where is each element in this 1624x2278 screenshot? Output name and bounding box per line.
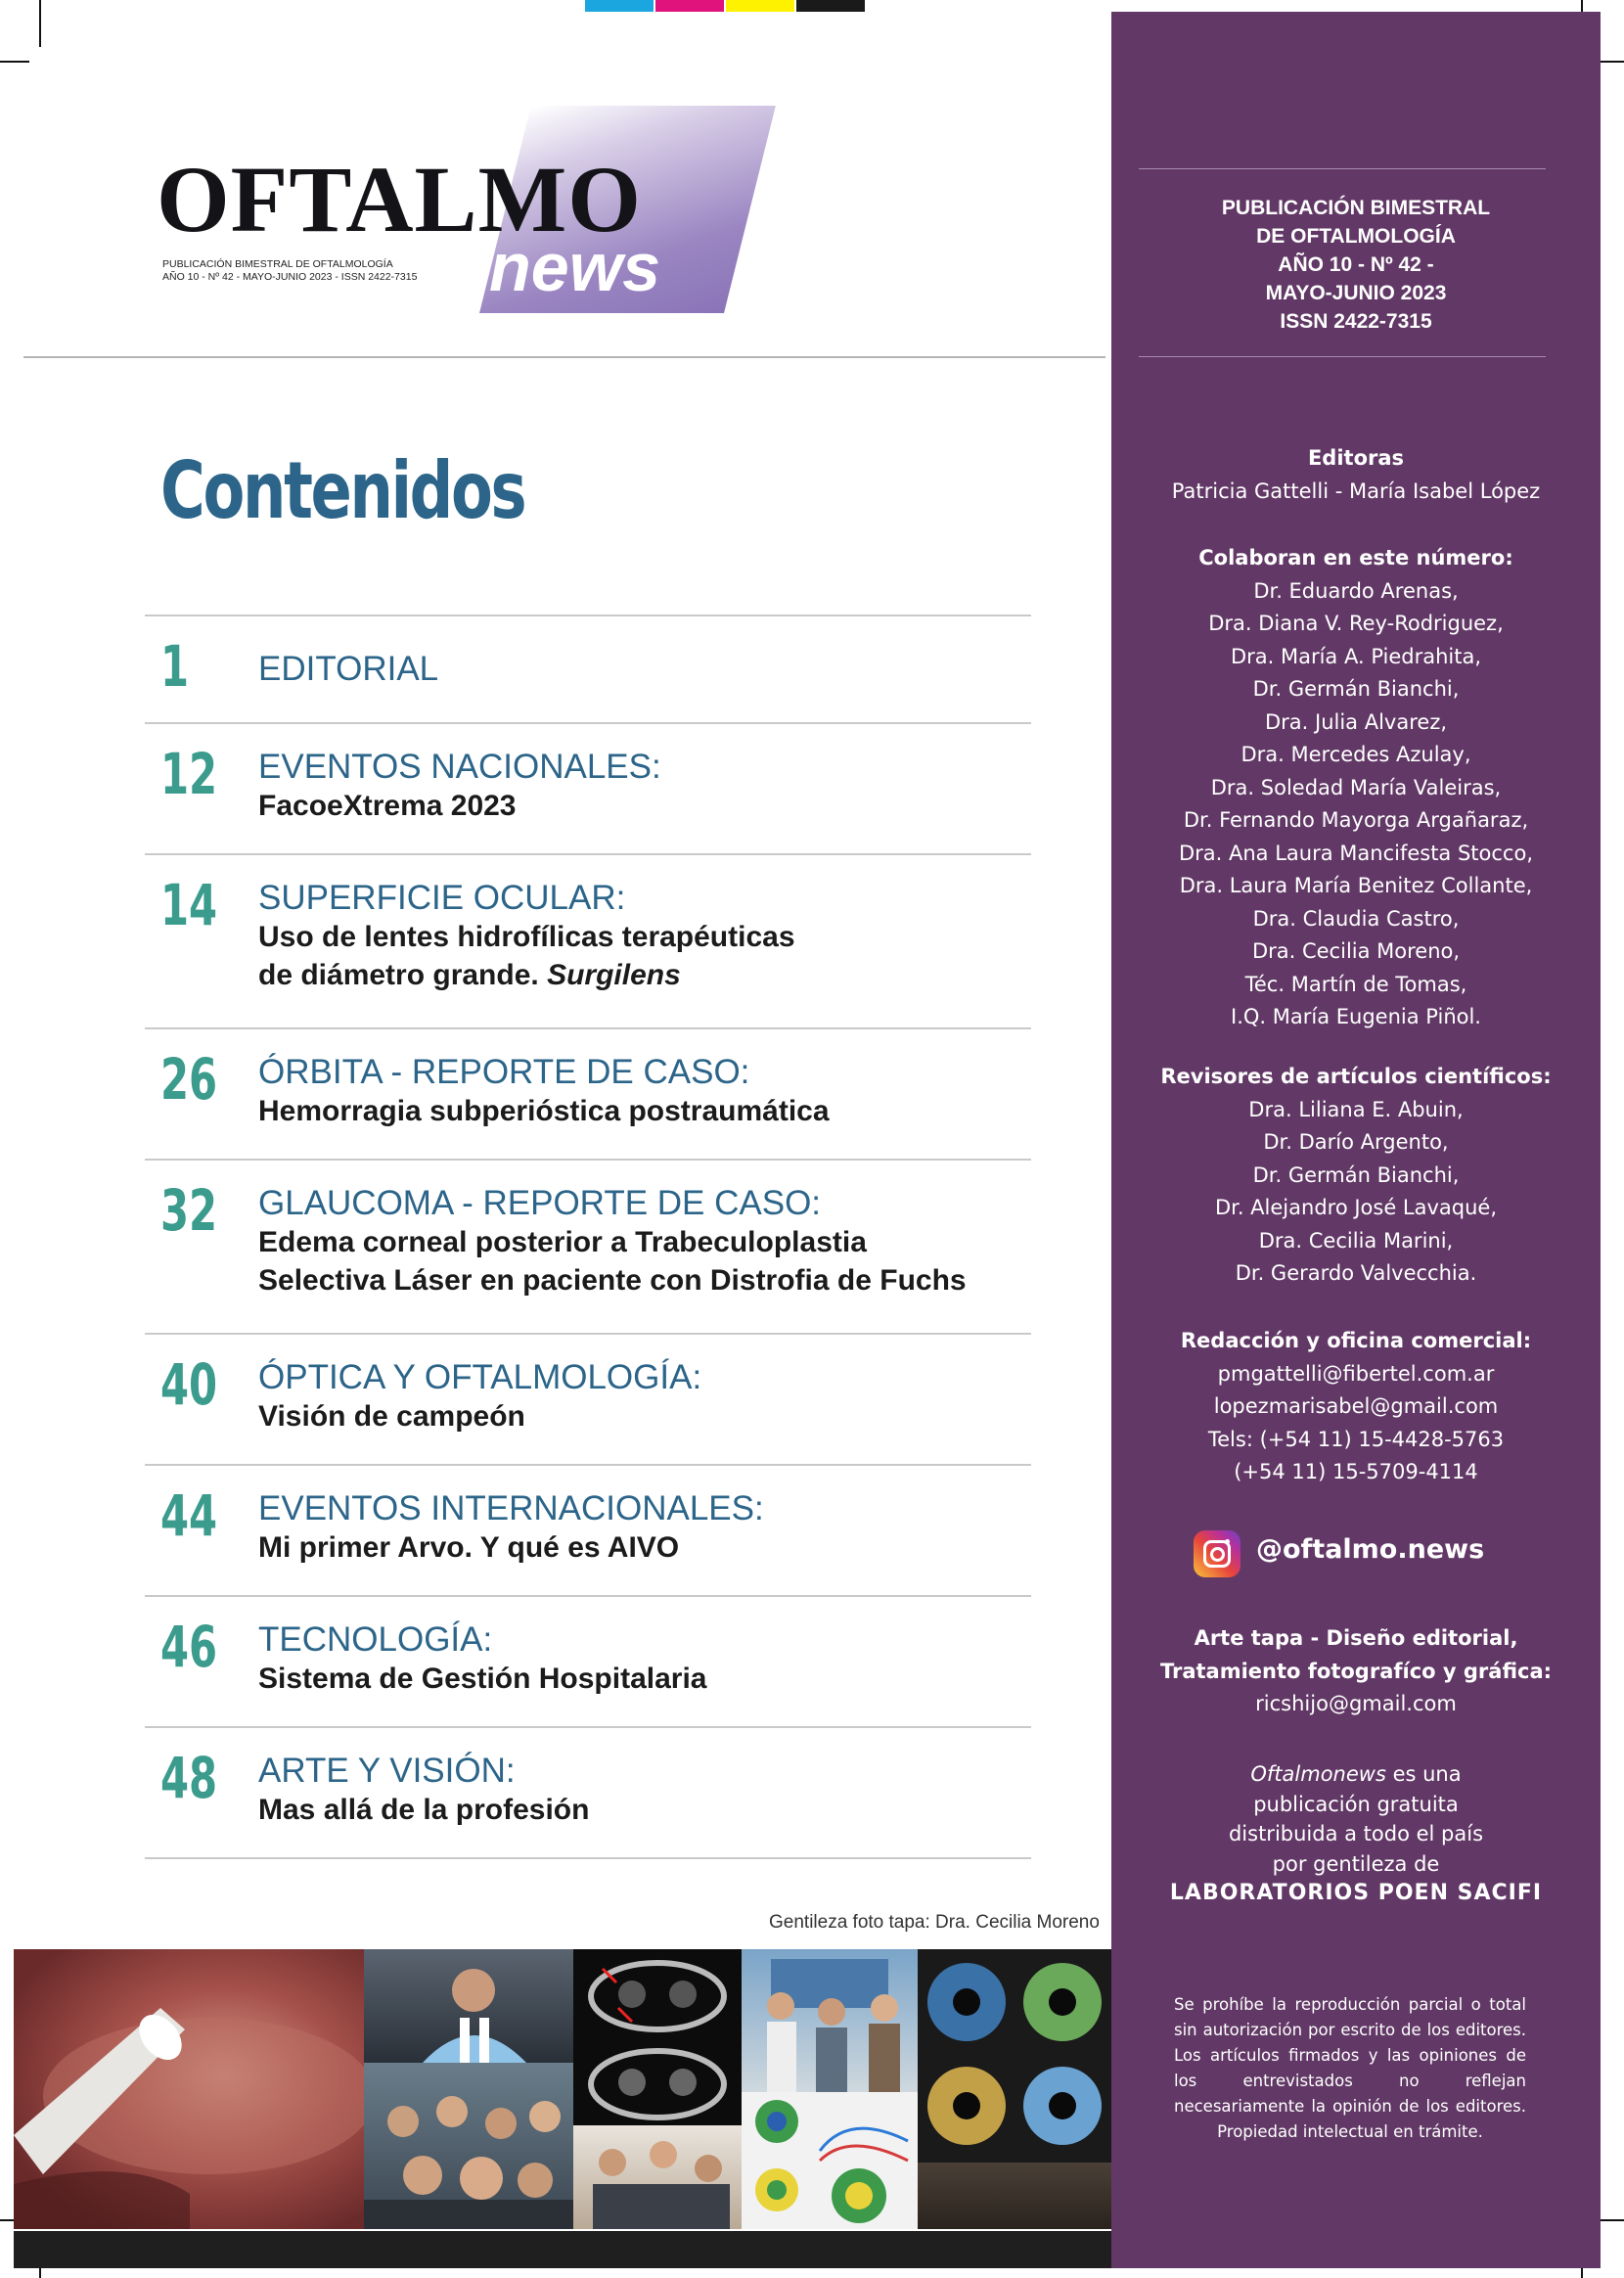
iris-art-illustration bbox=[918, 1949, 1111, 2163]
hospital-photo bbox=[918, 2163, 1111, 2229]
toc-page-number: 14 bbox=[160, 872, 218, 938]
office-block bbox=[1111, 1325, 1601, 1489]
reviewer-name: Dra. Cecilia Marini, bbox=[1258, 1228, 1454, 1253]
toc-page-number: 44 bbox=[160, 1482, 218, 1549]
collaborator-name: Dra. Mercedes Azulay, bbox=[1241, 743, 1471, 766]
surgery-illustration bbox=[14, 1949, 364, 2229]
meeting-photo bbox=[573, 2125, 742, 2229]
crop-mark bbox=[39, 0, 41, 47]
masthead-sidebar bbox=[1111, 12, 1601, 2268]
collaborator-name: Dra. Claudia Castro, bbox=[1252, 906, 1460, 931]
bottom-bar bbox=[14, 2231, 1111, 2268]
player-illustration bbox=[364, 1949, 573, 2063]
surgery-photo bbox=[14, 1949, 364, 2229]
conference-photo bbox=[742, 1949, 918, 2092]
distribution-line: distribuida a todo el país bbox=[1228, 1822, 1484, 1845]
toc-page-number: 12 bbox=[160, 741, 218, 807]
distribution-line bbox=[1111, 1759, 1601, 1790]
collaborator-name: Dr. Germán Bianchi, bbox=[1252, 677, 1460, 701]
toc-section: EVENTOS NACIONALES: bbox=[258, 748, 661, 786]
toc-article-title: Uso de lentes hidrofílicas terapéuticas bbox=[258, 921, 795, 953]
toc-page-number: 32 bbox=[160, 1177, 218, 1244]
photo-credit: Gentileza foto tapa: Dra. Cecilia Moreno bbox=[769, 1912, 1100, 1933]
toc-article-title bbox=[258, 956, 795, 994]
editors-title: Editoras bbox=[1307, 446, 1405, 470]
meeting-illustration bbox=[573, 2125, 742, 2229]
masthead-divider bbox=[23, 356, 1105, 358]
toc-text bbox=[258, 650, 438, 689]
sidebar-divider bbox=[1139, 356, 1546, 357]
toc-text bbox=[258, 748, 661, 825]
toc-section: ÓRBITA - REPORTE DE CASO: bbox=[258, 1053, 750, 1091]
toc-section: EVENTOS INTERNACIONALES: bbox=[258, 1489, 764, 1527]
logo-subtitle-line: PUBLICACIÓN BIMESTRAL DE OFTALMOLOGÍA bbox=[162, 258, 393, 270]
toc-item[interactable] bbox=[145, 853, 1031, 1027]
toc-item[interactable] bbox=[145, 1333, 1031, 1464]
toc-text bbox=[258, 1053, 830, 1130]
toc-text bbox=[258, 1184, 967, 1299]
sidebar-divider bbox=[1139, 168, 1546, 169]
toc-section: GLAUCOMA - REPORTE DE CASO: bbox=[258, 1184, 822, 1222]
distribution-text: es una bbox=[1385, 1762, 1462, 1786]
toc-section: ÓPTICA Y OFTALMOLOGÍA: bbox=[258, 1358, 702, 1396]
reviewer-name: Dr. Germán Bianchi, bbox=[1252, 1162, 1460, 1187]
publication-line: MAYO-JUNIO 2023 bbox=[1265, 282, 1447, 304]
collaborator-name: Dra. Laura María Benitez Collante, bbox=[1179, 874, 1533, 897]
black-swatch bbox=[796, 0, 865, 12]
logo-subtitle-line: AÑO 10 - Nº 42 - MAYO-JUNIO 2023 - ISSN 2422-7315 bbox=[162, 271, 418, 283]
reviewer-name: Dr. Gerardo Valvecchia. bbox=[1235, 1261, 1477, 1285]
toc-item[interactable] bbox=[145, 722, 1031, 853]
collaborator-name: Dr. Eduardo Arenas, bbox=[1253, 578, 1459, 603]
toc-page-number: 46 bbox=[160, 1614, 218, 1680]
distribution-line: por gentileza de bbox=[1272, 1851, 1440, 1876]
crop-mark bbox=[0, 61, 29, 63]
office-phone: Tels: (+54 11) 15-4428-5763 bbox=[1207, 1427, 1505, 1451]
logo-title: OFTALMO bbox=[157, 147, 642, 251]
office-email[interactable]: lopezmarisabel@gmail.com bbox=[1213, 1394, 1499, 1418]
editors-names: Patricia Gattelli - María Isabel López bbox=[1171, 478, 1541, 503]
collaborator-name: I.Q. María Eugenia Piñol. bbox=[1231, 1005, 1481, 1028]
reviewers-title: Revisores de artículos científicos: bbox=[1160, 1065, 1552, 1088]
publication-line: ISSN 2422-7315 bbox=[1280, 310, 1432, 333]
magenta-swatch bbox=[655, 0, 724, 12]
toc-article-title: Sistema de Gestión Hospitalaria bbox=[258, 1663, 707, 1695]
editors-block bbox=[1111, 442, 1601, 508]
office-phone: (+54 11) 15-5709-4114 bbox=[1234, 1460, 1478, 1483]
toc-section: EDITORIAL bbox=[258, 650, 439, 688]
art-credits-title: Arte tapa - Diseño editorial, bbox=[1194, 1626, 1518, 1650]
toc-page-number: 40 bbox=[160, 1351, 218, 1418]
cyan-swatch bbox=[585, 0, 654, 12]
table-of-contents bbox=[145, 615, 1031, 1859]
toc-section: SUPERFICIE OCULAR: bbox=[258, 879, 626, 917]
collaborator-name: Dra. Soledad María Valeiras, bbox=[1210, 775, 1502, 799]
office-title: Redacción y oficina comercial: bbox=[1180, 1329, 1532, 1352]
collaborator-name: Téc. Martín de Tomas, bbox=[1244, 972, 1467, 996]
ct-scan-image bbox=[573, 1949, 742, 2125]
reviewer-name: Dra. Liliana E. Abuin, bbox=[1248, 1097, 1464, 1121]
instagram-icon-lens bbox=[1210, 1547, 1225, 1562]
art-credits-title: Tratamiento fotografíco y gráfica: bbox=[1159, 1659, 1553, 1683]
toc-item[interactable] bbox=[145, 615, 1031, 722]
soccer-player-photo bbox=[364, 1949, 573, 2063]
brand-name: Oftalmonews bbox=[1250, 1762, 1386, 1786]
toc-section: TECNOLOGÍA: bbox=[258, 1620, 493, 1659]
art-credits-block bbox=[1111, 1622, 1601, 1721]
toc-article-title: Hemorragia subperióstica postraumática bbox=[258, 1095, 830, 1127]
masthead-logo bbox=[157, 106, 704, 321]
collaborator-name: Dra. María A. Piedrahita, bbox=[1230, 644, 1482, 668]
collaborator-name: Dr. Fernando Mayorga Argañaraz, bbox=[1183, 808, 1529, 832]
toc-item[interactable] bbox=[145, 1159, 1031, 1333]
reviewers-block bbox=[1111, 1061, 1601, 1291]
collaborators-block bbox=[1111, 542, 1601, 1034]
toc-item[interactable] bbox=[145, 1595, 1031, 1726]
toc-text bbox=[258, 1489, 764, 1567]
cover-photo-collage bbox=[14, 1949, 1111, 2229]
logo-subtitle bbox=[162, 258, 417, 284]
reviewer-name: Dr. Alejandro José Lavaqué, bbox=[1214, 1196, 1498, 1219]
toc-page-number: 48 bbox=[160, 1745, 218, 1811]
collaborator-name: Dra. Diana V. Rey-Rodriguez, bbox=[1208, 612, 1504, 635]
toc-section: ARTE Y VISIÓN: bbox=[258, 1752, 516, 1790]
publication-line: AÑO 10 - Nº 42 - bbox=[1278, 253, 1434, 276]
collaborator-name: Dra. Ana Laura Mancifesta Stocco, bbox=[1178, 841, 1534, 865]
toc-text bbox=[258, 879, 795, 994]
toc-article-italic: Surgilens bbox=[547, 959, 681, 991]
group-illustration bbox=[364, 2063, 573, 2229]
ct-scan-illustration bbox=[573, 1949, 742, 2125]
art-credits-email[interactable]: ricshijo@gmail.com bbox=[1255, 1692, 1457, 1715]
toc-item[interactable] bbox=[145, 1464, 1031, 1595]
distribution-line: publicación gratuita bbox=[1253, 1792, 1459, 1816]
publication-line: DE OFTALMOLOGÍA bbox=[1256, 225, 1456, 248]
distribution-block bbox=[1111, 1759, 1601, 1909]
collaborator-name: Dra. Cecilia Moreno, bbox=[1251, 939, 1461, 963]
toc-article-title: FacoeXtrema 2023 bbox=[258, 790, 517, 822]
toc-text bbox=[258, 1358, 701, 1435]
iris-art-image bbox=[918, 1949, 1111, 2163]
conference-illustration bbox=[742, 1949, 918, 2092]
toc-item[interactable] bbox=[145, 1027, 1031, 1159]
office-email[interactable]: pmgattelli@fibertel.com.ar bbox=[1217, 1361, 1495, 1386]
logo-news: news bbox=[489, 229, 661, 305]
toc-article-title: Selectiva Láser en paciente con Distrofia de Fuchs bbox=[258, 1264, 967, 1297]
toc-article-title: Edema corneal posterior a Trabeculoplastia bbox=[258, 1226, 867, 1258]
toc-article-title: Visión de campeón bbox=[258, 1400, 525, 1433]
instagram-icon[interactable] bbox=[1194, 1530, 1241, 1577]
toc-page-number: 1 bbox=[160, 633, 190, 700]
toc-article-text: de diámetro grande. bbox=[258, 959, 548, 991]
instagram-icon-dot bbox=[1225, 1539, 1230, 1544]
yellow-swatch bbox=[726, 0, 794, 12]
publication-line: PUBLICACIÓN BIMESTRAL bbox=[1221, 197, 1491, 219]
page-title: Contenidos bbox=[160, 445, 525, 536]
collaborators-title: Colaboran en este número: bbox=[1198, 546, 1513, 570]
legal-notice: Se prohíbe la reproducción parcial o total sin autorización por escrito de los editores. Los artículos firmados y las opiniones de los entrevistados no reflejan necesariamente la opinión de los editores. Propiedad intelectual en trámite. bbox=[1174, 1995, 1526, 2141]
toc-article-title: Mi primer Arvo. Y qué es AIVO bbox=[258, 1531, 680, 1564]
oct-report-image bbox=[742, 2092, 918, 2229]
collaborator-name: Dra. Julia Alvarez, bbox=[1264, 709, 1448, 734]
sponsor-name: LABORATORIOS POEN SACIFI bbox=[1169, 1881, 1543, 1905]
toc-text bbox=[258, 1620, 706, 1698]
reviewer-name: Dr. Darío Argento, bbox=[1263, 1130, 1449, 1154]
instagram-handle[interactable]: @oftalmo.news bbox=[1256, 1534, 1485, 1565]
toc-page-number: 26 bbox=[160, 1046, 218, 1113]
oct-report-illustration bbox=[742, 2092, 918, 2229]
toc-text bbox=[258, 1752, 589, 1829]
group-photo bbox=[364, 2063, 573, 2229]
toc-article-title: Mas allá de la profesión bbox=[258, 1794, 590, 1826]
publication-info bbox=[1111, 194, 1601, 336]
toc-item[interactable] bbox=[145, 1726, 1031, 1859]
